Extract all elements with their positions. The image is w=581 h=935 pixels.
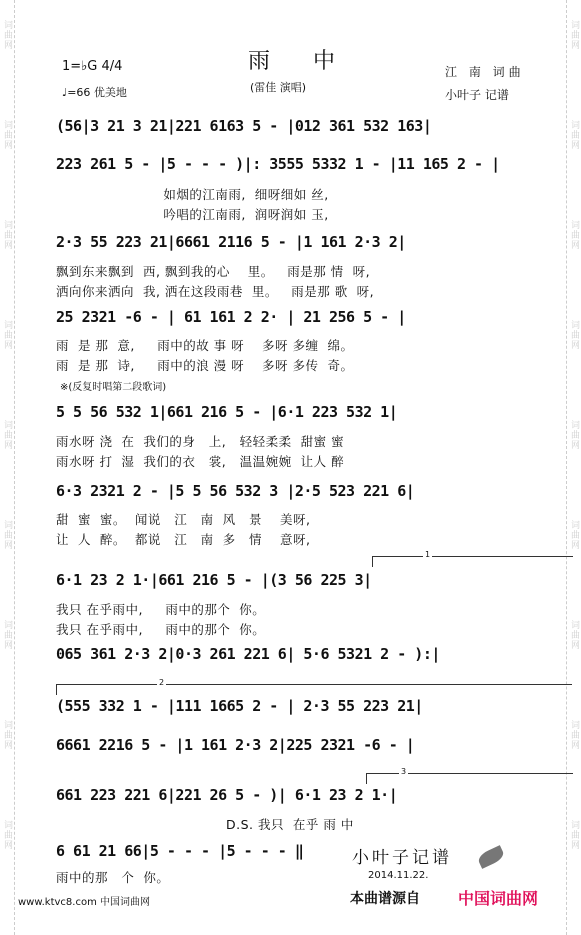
volta-bracket-2 [56,678,572,695]
lyric-row-2-verse-2: 吟唱的江南雨, 润呀润如 玉, [56,207,329,222]
leaf-icon [476,845,505,869]
lyric-row-5-verse-1: 雨水呀 浇 在 我们的身 上, 轻轻柔柔 甜蜜 蜜 [56,434,345,449]
watermark-text: 词曲网 [569,20,579,50]
watermark-text: 词曲网 [2,220,12,250]
tempo-marking: ♩=66 优美地 [62,86,127,99]
notation-row-7: 6·1 23 2 1·|661 216 5 - |(3 56 225 3| [56,571,372,589]
watermark-text: 词曲网 [2,120,12,150]
key-signature: 1=♭G 4/4 [62,59,123,74]
watermark-text: 词曲网 [569,520,579,550]
notation-row-4: 25 2321 -6 - | 61 161 2 2· | 21 256 5 - | [56,308,406,326]
watermark-text: 词曲网 [2,420,12,450]
watermark-left [0,0,15,935]
notation-row-12: 6 61 21 66|5 - - - |5 - - - ‖ [56,842,304,860]
transcriber-signature: 小叶子记谱 [352,848,452,868]
song-title: 雨 中 [248,49,353,74]
brand-name: 中国词曲网 [458,889,539,908]
lyric-row-3-verse-2: 洒向你来洒向 我, 洒在这段雨巷 里。 雨是那 歌 呀, [56,284,375,299]
source-label: 本曲谱源自 [350,891,420,907]
repeat-note: ※(反复时唱第二段歌词) [60,382,167,393]
lyric-row-6-verse-1: 甜 蜜 蜜。 闻说 江 南 风 景 美呀, [56,512,311,527]
site-link[interactable]: www.ktvc8.com 中国词曲网 [18,897,151,908]
notation-row-8: 065 361 2·3 2|0·3 261 221 6| 5·6 5321 2 - ):| [56,645,440,663]
lyric-row-2-verse-1: 如烟的江南雨, 细呀细如 丝, [56,187,329,202]
watermark-text: 词曲网 [569,220,579,250]
watermark-text: 词曲网 [2,320,12,350]
watermark-text: 词曲网 [569,620,579,650]
lyric-row-6-verse-2: 让 人 醉。 都说 江 南 多 情 意呀, [56,532,311,547]
volta-bracket-3 [366,767,573,784]
notation-row-1: (56|3 21 3 21|221 6163 5 - |012 361 532 163| [56,117,432,135]
lyric-row-5-verse-2: 雨水呀 打 湿 我们的衣 裳, 温温婉婉 让人 醉 [56,454,345,469]
volta-label: 3 [401,767,407,776]
notation-row-9: (555 332 1 - |111 1665 2 - | 2·3 55 223 21| [56,697,423,715]
lyric-row-11: D.S. 我只 在乎 雨 中 [56,817,354,832]
notation-row-5: 5 5 56 532 1|661 216 5 - |6·1 223 532 1| [56,403,398,421]
watermark-text: 词曲网 [2,20,12,50]
volta-bracket-1 [372,550,573,567]
watermark-text: 词曲网 [569,720,579,750]
watermark-text: 词曲网 [569,320,579,350]
transcription-date: 2014.11.22. [368,870,429,881]
watermark-text: 词曲网 [569,120,579,150]
notation-row-10: 6661 2216 5 - |1 161 2·3 2|225 2321 -6 - | [56,736,415,754]
lyric-row-7-verse-1: 我只 在乎雨中, 雨中的那个 你。 [56,602,266,617]
notation-row-6: 6·3 2321 2 - |5 5 56 532 3 |2·5 523 221 6| [56,482,415,500]
watermark-text: 词曲网 [2,720,12,750]
lyric-row-3-verse-1: 飘到东来飘到 西, 飘到我的心 里。 雨是那 情 呀, [56,264,371,279]
notation-row-2: 223 261 5 - |5 - - - )|: 3555 5332 1 - |11 165 2 - | [56,155,500,173]
watermark-text: 词曲网 [2,620,12,650]
watermark-text: 词曲网 [2,820,12,850]
volta-label: 1 [425,550,431,559]
singer-credit: (雷佳 演唱) [250,81,307,94]
lyric-row-12: 雨中的那 个 你。 [56,870,170,885]
notation-row-11: 661 223 221 6|221 26 5 - )| 6·1 23 2 1·| [56,786,398,804]
lyrics-composer-credit: 江 南 词曲 [445,65,525,79]
watermark-right [566,0,581,935]
notation-row-3: 2·3 55 223 21|6661 2116 5 - |1 161 2·3 2| [56,233,406,251]
watermark-text: 词曲网 [569,420,579,450]
transcriber-credit: 小叶子 记谱 [445,88,509,102]
watermark-text: 词曲网 [2,520,12,550]
watermark-text: 词曲网 [569,820,579,850]
lyric-row-4-verse-2: 雨 是 那 诗, 雨中的浪 漫 呀 多呀 多传 奇。 [56,358,354,373]
lyric-row-4-verse-1: 雨 是 那 意, 雨中的故 事 呀 多呀 多缠 绵。 [56,338,354,353]
lyric-row-7-verse-2: 我只 在乎雨中, 雨中的那个 你。 [56,622,266,637]
volta-label: 2 [159,678,165,687]
